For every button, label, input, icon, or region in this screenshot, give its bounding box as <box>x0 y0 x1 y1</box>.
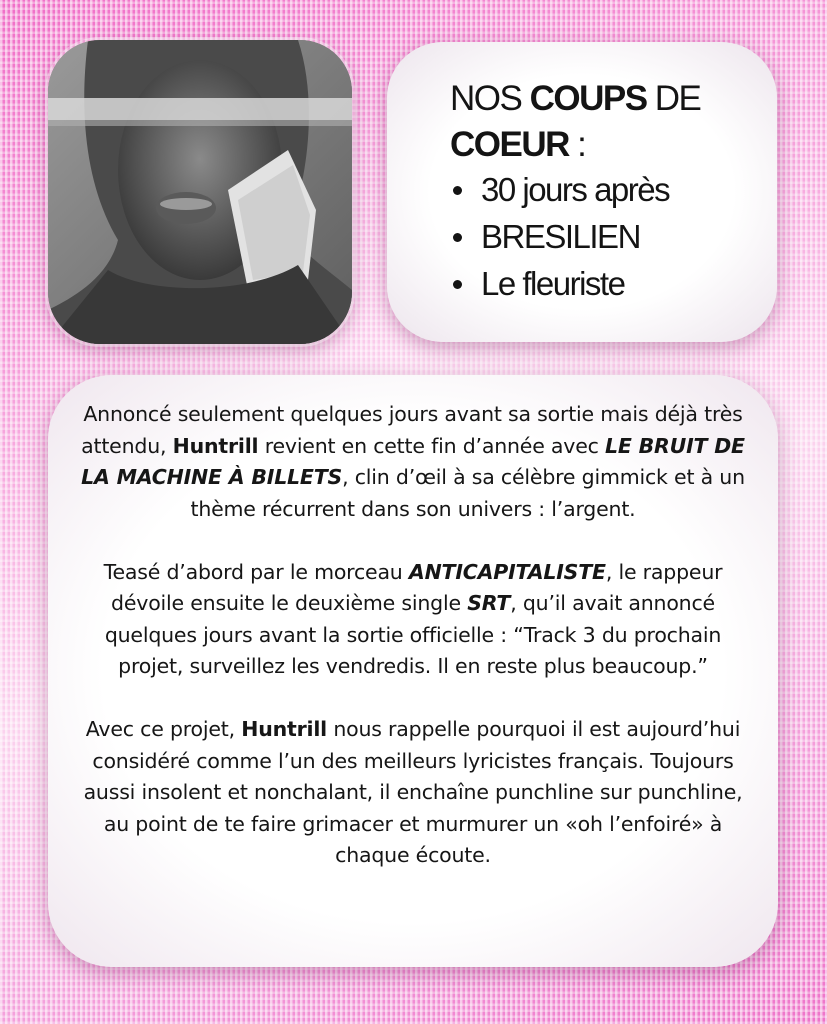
article-card <box>48 375 778 967</box>
text: nous rappelle pourquoi il est aujourd’hui considéré comme l’un des meilleurs lyricistes français. Toujours aussi insolent et nonchalant, il enchaîne punchline sur punchline, au point de te faire grimacer et murmurer un «oh l’enfoiré» à chaque écoute. <box>83 717 743 867</box>
heading-bold-coeur: COEUR <box>450 125 569 164</box>
coups-de-coeur-heading <box>450 76 750 168</box>
artist-photo <box>48 40 352 344</box>
text: revient en cette fin d’année avec <box>258 433 606 458</box>
text: , qu’il avait annoncé quelques jours avant la sortie officielle : “Track 3 du prochain projet, surveillez les vendredis. Il en reste plus beaucoup.” <box>104 591 722 678</box>
artist-name: Huntrill <box>241 717 328 741</box>
track-title: ANTICAPITALISTE <box>408 559 606 584</box>
text: Teasé d’abord par le morceau <box>103 559 409 584</box>
text: , le rappeur dévoile ensuite le deuxième single <box>111 559 723 615</box>
coups-de-coeur-card <box>387 42 777 342</box>
heading-prefix: NOS <box>450 79 530 118</box>
favorite-track-item: 30 jours après <box>451 166 669 213</box>
track-title: SRT <box>467 591 511 615</box>
album-title: LE BRUIT DE LA MACHINE À BILLETS <box>81 433 745 489</box>
heading-suffix: : <box>568 125 586 164</box>
article-paragraph-3 <box>74 714 752 872</box>
artist-name: Huntrill <box>172 433 259 458</box>
favorite-tracks-list <box>451 166 669 307</box>
heading-middle: DE <box>646 79 701 118</box>
favorite-track-item: BRESILIEN <box>451 213 669 260</box>
text: , clin d’œil à sa célèbre gimmick et à un thème récurrent dans son univers : l’argent. <box>190 465 745 521</box>
text: Avec ce projet, <box>85 717 242 741</box>
favorite-track-item: Le fleuriste <box>451 260 669 307</box>
article-paragraph-1 <box>74 399 752 525</box>
text: Annoncé seulement quelques jours avant sa sortie mais déjà très attendu, <box>81 402 743 458</box>
artist-portrait-image <box>48 40 352 344</box>
article-body <box>74 399 752 872</box>
article-paragraph-2 <box>74 557 752 683</box>
heading-bold-coups: COUPS <box>529 79 647 118</box>
